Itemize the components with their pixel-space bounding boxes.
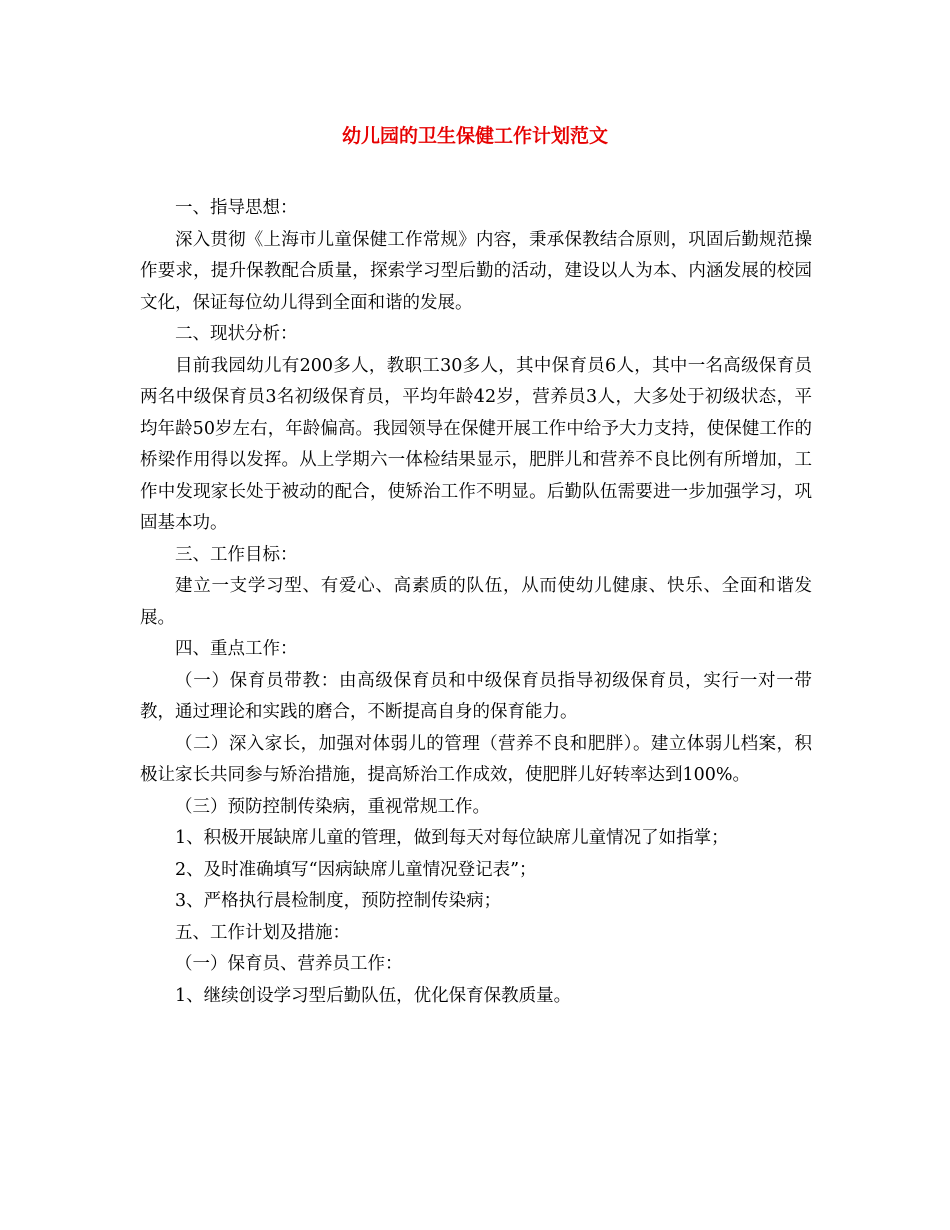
paragraph-guiding-ideology: 深入贯彻《上海市儿童保健工作常规》内容，秉承保教结合原则，巩固后勤规范操作要求，提升保教配合质量，探索学习型后勤的活动，建设以人为本、内涵发展的校园文化，保证每位幼儿得到全面和谐的发展。 [140,229,812,313]
paragraph-key-work-1: （一）保育员带教：由高级保育员和中级保育员指导初级保育员，实行一对一带教，通过理论和实践的磨合，不断提高自身的保育能力。 [140,670,812,722]
paragraph-key-work-2: （二）深入家长，加强对体弱儿的管理（营养不良和肥胖）。建立体弱儿档案，积极让家长共同参与矫治措施，提高矫治工作成效，使肥胖儿好转率达到100%。 [140,733,812,785]
list-item-2: 2、及时准确填写“因病缺席儿童情况登记表”； [175,859,537,880]
subheading-staff-work: （一）保育员、营养员工作： [175,954,403,974]
heading-status-analysis: 二、现状分析： [175,324,298,344]
document-title: 幼儿园的卫生保健工作计划范文 [341,125,608,147]
document-body [140,193,812,1012]
heading-key-work: 四、重点工作： [175,639,298,659]
list-item-3: 3、严格执行晨检制度，预防控制传染病； [175,891,502,911]
paragraph-key-work-3: （三）预防控制传染病，重视常规工作。 [175,796,490,817]
heading-work-goals: 三、工作目标： [175,544,298,565]
list-item-1: 1、积极开展缺席儿童的管理，做到每天对每位缺席儿童情况了如指掌； [175,828,729,848]
paragraph-status-analysis: 目前我园幼儿有200多人，教职工30多人，其中保育员6人，其中一名高级保育员两名中级保育员3名初级保育员，平均年龄42岁，营养员3人，大多处于初级状态，平均年龄50岁左右，年龄偏高。我园领导在保健开展工作中给予大力支持，使保健工作的桥梁作用得以发挥。从上学期六一体检结果显示，肥胖儿和营养不良比例有所增加，工作中发现家长处于被动的配合，使矫治工作不明显。后勤队伍需要进一步加强学习，巩固基本功。 [140,355,812,533]
paragraph-work-goals: 建立一支学习型、有爱心、高素质的队伍，从而使幼儿健康、快乐、全面和谐发展。 [140,576,812,628]
heading-guiding-ideology: 一、指导思想： [175,198,298,218]
heading-work-plan: 五、工作计划及措施： [175,922,350,943]
list-item-staff-1: 1、继续创设学习型后勤队伍，优化保育保教质量。 [175,985,572,1006]
